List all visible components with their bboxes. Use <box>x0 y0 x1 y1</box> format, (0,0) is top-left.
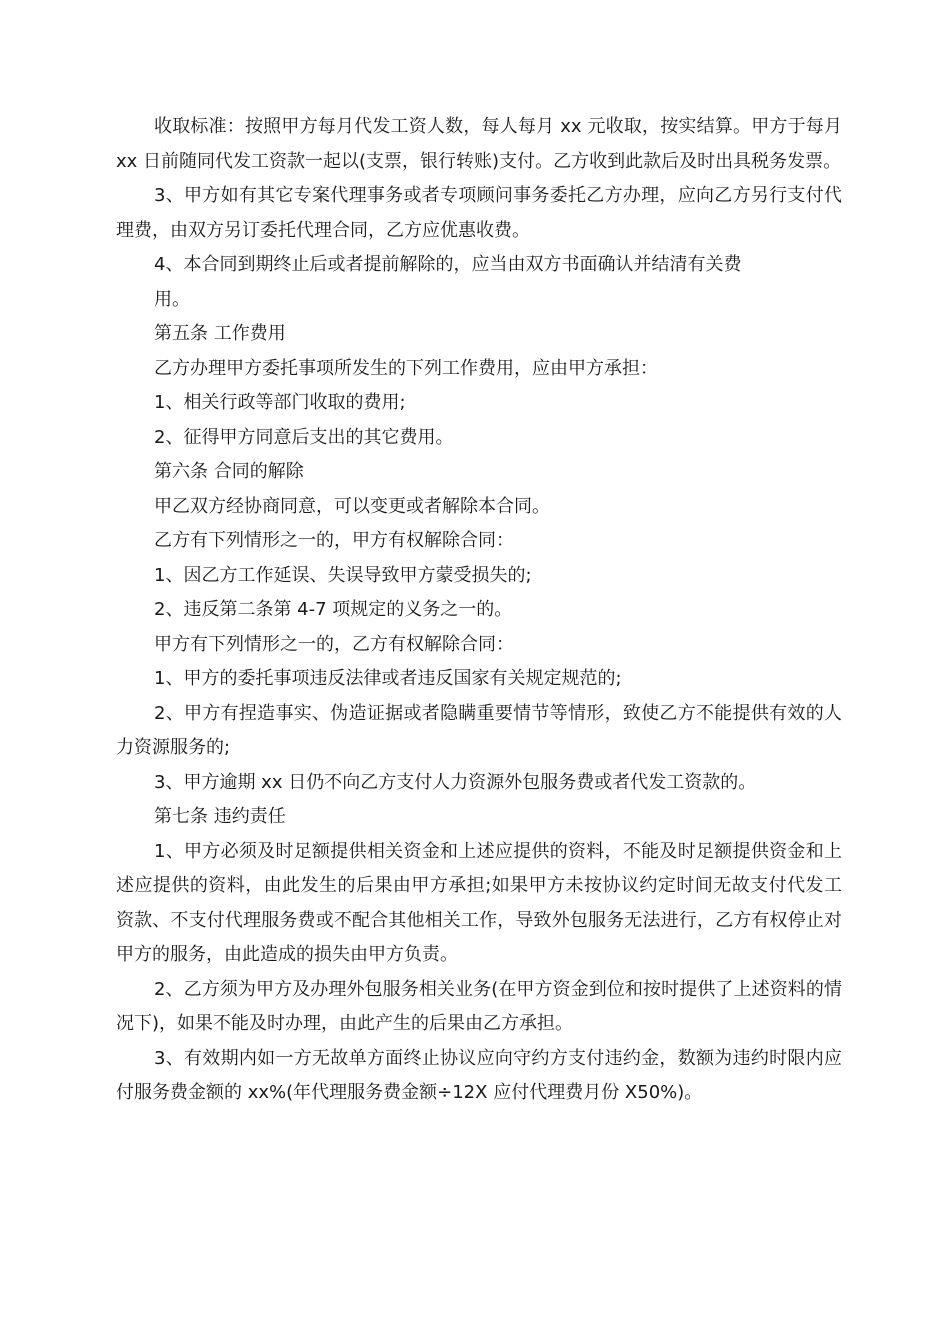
contract-body <box>116 110 842 1111</box>
clause-4-item-3: 3、甲方如有其它专案代理事务或者专项顾问事务委托乙方办理，应向乙方另行支付代理费，由双方另订委托代理合同，乙方应优惠收费。 <box>116 185 842 241</box>
party-b-termination-item-3: 3、甲方逾期 xx 日仍不向乙方支付人力资源外包服务费或者代发工资款的。 <box>154 771 757 793</box>
party-b-termination-item-2: 2、甲方有捏造事实、伪造证据或者隐瞒重要情节等情形，致使乙方不能提供有效的人力资源服务的; <box>116 702 842 758</box>
article-7-item-1: 1、甲方必须及时足额提供相关资金和上述应提供的资料，不能及时足额提供资金和上述应提供的资料，由此发生的后果由甲方承担;如果甲方未按协议约定时间无故支付代发工资款、不支付代理服务费或不配合其他相关工作，导致外包服务无法进行，乙方有权停止对甲方的服务，由此造成的损失由甲方负责。 <box>116 840 842 965</box>
article-7-heading: 第七条 违约责任 <box>154 806 286 827</box>
article-7-item-3: 3、有效期内如一方无故单方面终止协议应向守约方支付违约金，数额为违约时限内应付服务费金额的 xx%(年代理服务费金额÷12X 应付代理费月份 X50%)。 <box>116 1047 842 1103</box>
clause-4-item-4-continued: 用。 <box>154 288 190 310</box>
article-5-intro: 乙方办理甲方委托事项所发生的下列工作费用，应由甲方承担： <box>154 357 658 379</box>
party-a-termination-item-2: 2、违反第二条第 4-7 项规定的义务之一的。 <box>154 599 513 620</box>
party-b-termination-item-1: 1、甲方的委托事项违反法律或者违反国家有关规定规范的; <box>154 668 622 689</box>
party-b-termination-intro: 甲方有下列情形之一的，乙方有权解除合同： <box>154 633 514 655</box>
clause-4-item-4: 4、本合同到期终止后或者提前解除的，应当由双方书面确认并结清有关费 <box>154 254 742 275</box>
party-a-termination-item-1: 1、因乙方工作延误、失误导致甲方蒙受损失的; <box>154 564 532 586</box>
article-5-item-1: 1、相关行政等部门收取的费用; <box>154 392 406 413</box>
article-5-heading: 第五条 工作费用 <box>154 323 286 344</box>
article-7-item-2: 2、乙方须为甲方及办理外包服务相关业务(在甲方资金到位和按时提供了上述资料的情况下)，如果不能及时办理，由此产生的后果由乙方承担。 <box>116 978 842 1034</box>
article-5-item-2: 2、征得甲方同意后支出的其它费用。 <box>154 426 454 448</box>
party-a-termination-intro: 乙方有下列情形之一的，甲方有权解除合同： <box>154 530 514 551</box>
article-6-heading: 第六条 合同的解除 <box>154 461 304 482</box>
article-6-intro: 甲乙双方经协商同意，可以变更或者解除本合同。 <box>154 495 550 517</box>
fee-standard-paragraph: 收取标准：按照甲方每月代发工资人数，每人每月 xx 元收取，按实结算。甲方于每月 xx 日前随同代发工资款一起以(支票，银行转账)支付。乙方收到此款后及时出具税务发票。 <box>116 116 842 172</box>
